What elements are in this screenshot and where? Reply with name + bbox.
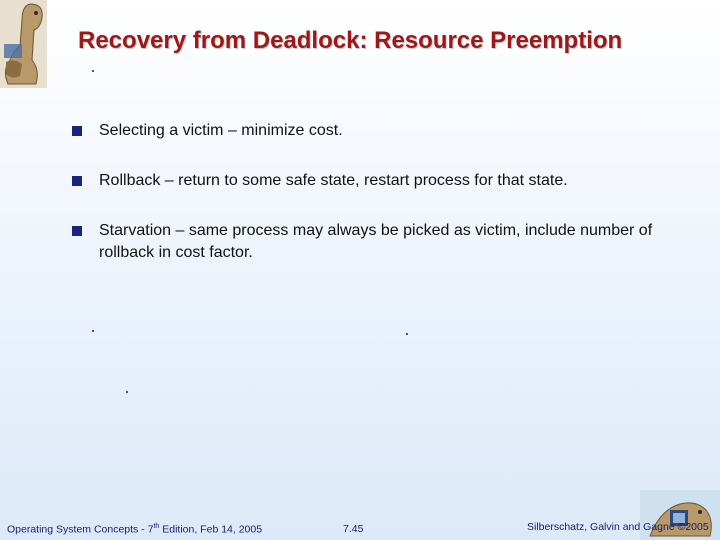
bullet-text: Starvation – same process may always be picked as victim, include number of rollback in cost factor. bbox=[99, 222, 653, 261]
footer-book-title: Operating System Concepts - 7th Edition, Feb 14, 2005 bbox=[7, 523, 263, 536]
footer-page-number: 7.45 bbox=[343, 523, 364, 535]
artifact-dot bbox=[92, 70, 94, 72]
artifact-dot bbox=[126, 391, 128, 393]
slide-title: Recovery from Deadlock: Resource Preemption bbox=[78, 27, 623, 54]
bullet-item bbox=[72, 170, 672, 192]
square-bullet-icon bbox=[72, 226, 82, 236]
artifact-dot bbox=[92, 330, 94, 332]
bullet-text: Selecting a victim – minimize cost. bbox=[99, 122, 343, 139]
bullet-item bbox=[72, 220, 672, 264]
dinosaur-logo-icon bbox=[0, 0, 47, 88]
footer-superscript: th bbox=[153, 523, 160, 530]
square-bullet-icon bbox=[72, 126, 82, 136]
footer-copyright: Silberschatz, Galvin and Gagne ©2005 bbox=[527, 521, 709, 533]
artifact-dot bbox=[406, 333, 408, 335]
square-bullet-icon bbox=[72, 176, 82, 186]
bullet-list bbox=[72, 120, 672, 264]
bullet-item bbox=[72, 120, 672, 142]
bullet-text: Rollback – return to some safe state, restart process for that state. bbox=[99, 172, 568, 189]
